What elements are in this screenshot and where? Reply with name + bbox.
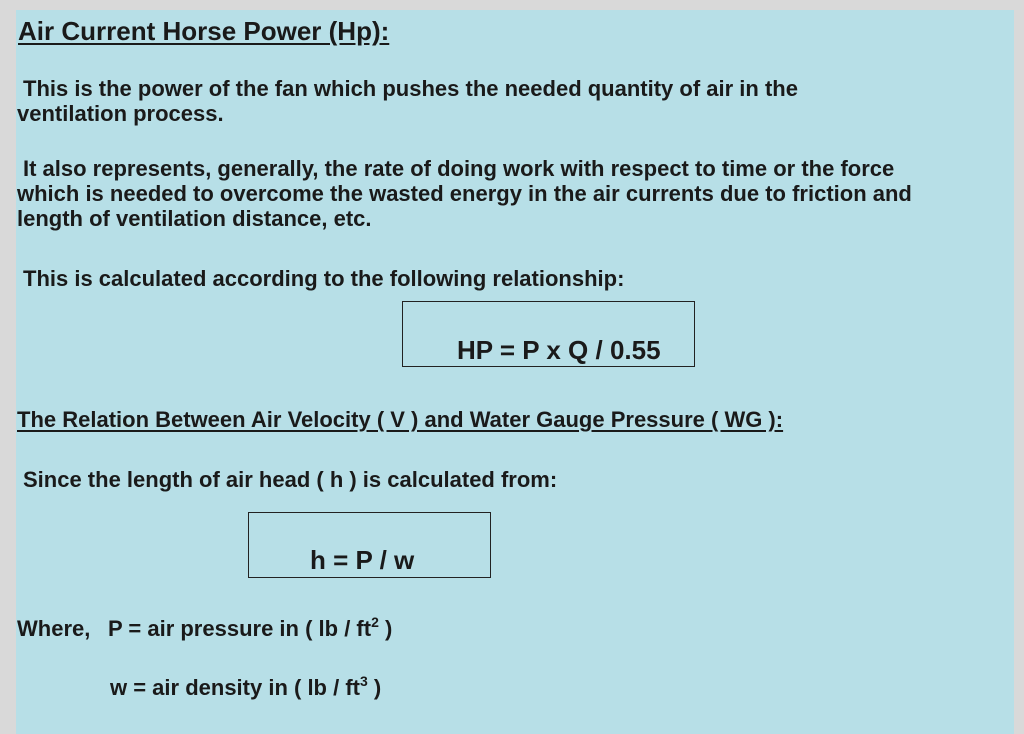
formula-head: h = P / w: [310, 545, 415, 575]
definition-pressure-exponent: 2: [371, 614, 379, 630]
definition-density-text: w = air density in ( lb / ft: [110, 675, 360, 700]
definition-density-exponent: 3: [359, 673, 368, 689]
paragraph-1-line-2: ventilation process.: [17, 101, 224, 126]
definition-pressure-text: P = air pressure in ( lb / ft: [108, 616, 372, 641]
paragraph-4: Since the length of air head ( h ) is calculated from:: [23, 467, 558, 492]
section-heading-air-velocity: The Relation Between Air Velocity ( V ) and Water Gauge Pressure ( WG ):: [17, 407, 784, 432]
definition-density: [110, 675, 381, 700]
paragraph-1-line-1: This is the power of the fan which pushes the needed quantity of air in the: [23, 76, 798, 101]
definition-pressure-close: ): [385, 616, 393, 641]
definition-density-close: ): [373, 675, 382, 700]
paragraph-3: This is calculated according to the following relationship:: [23, 266, 625, 291]
slide-title: Air Current Horse Power (Hp):: [18, 16, 390, 46]
paragraph-2-line-2: which is needed to overcome the wasted energy in the air currents due to friction and: [17, 181, 912, 206]
where-label: Where,: [17, 616, 91, 641]
formula-hp: HP = P x Q / 0.55: [457, 335, 661, 365]
paragraph-2-line-1: It also represents, generally, the rate of doing work with respect to time or the force: [23, 156, 895, 181]
slide: [16, 10, 1014, 734]
paragraph-2-line-3: length of ventilation distance, etc.: [17, 206, 372, 231]
definition-pressure: [108, 616, 392, 641]
